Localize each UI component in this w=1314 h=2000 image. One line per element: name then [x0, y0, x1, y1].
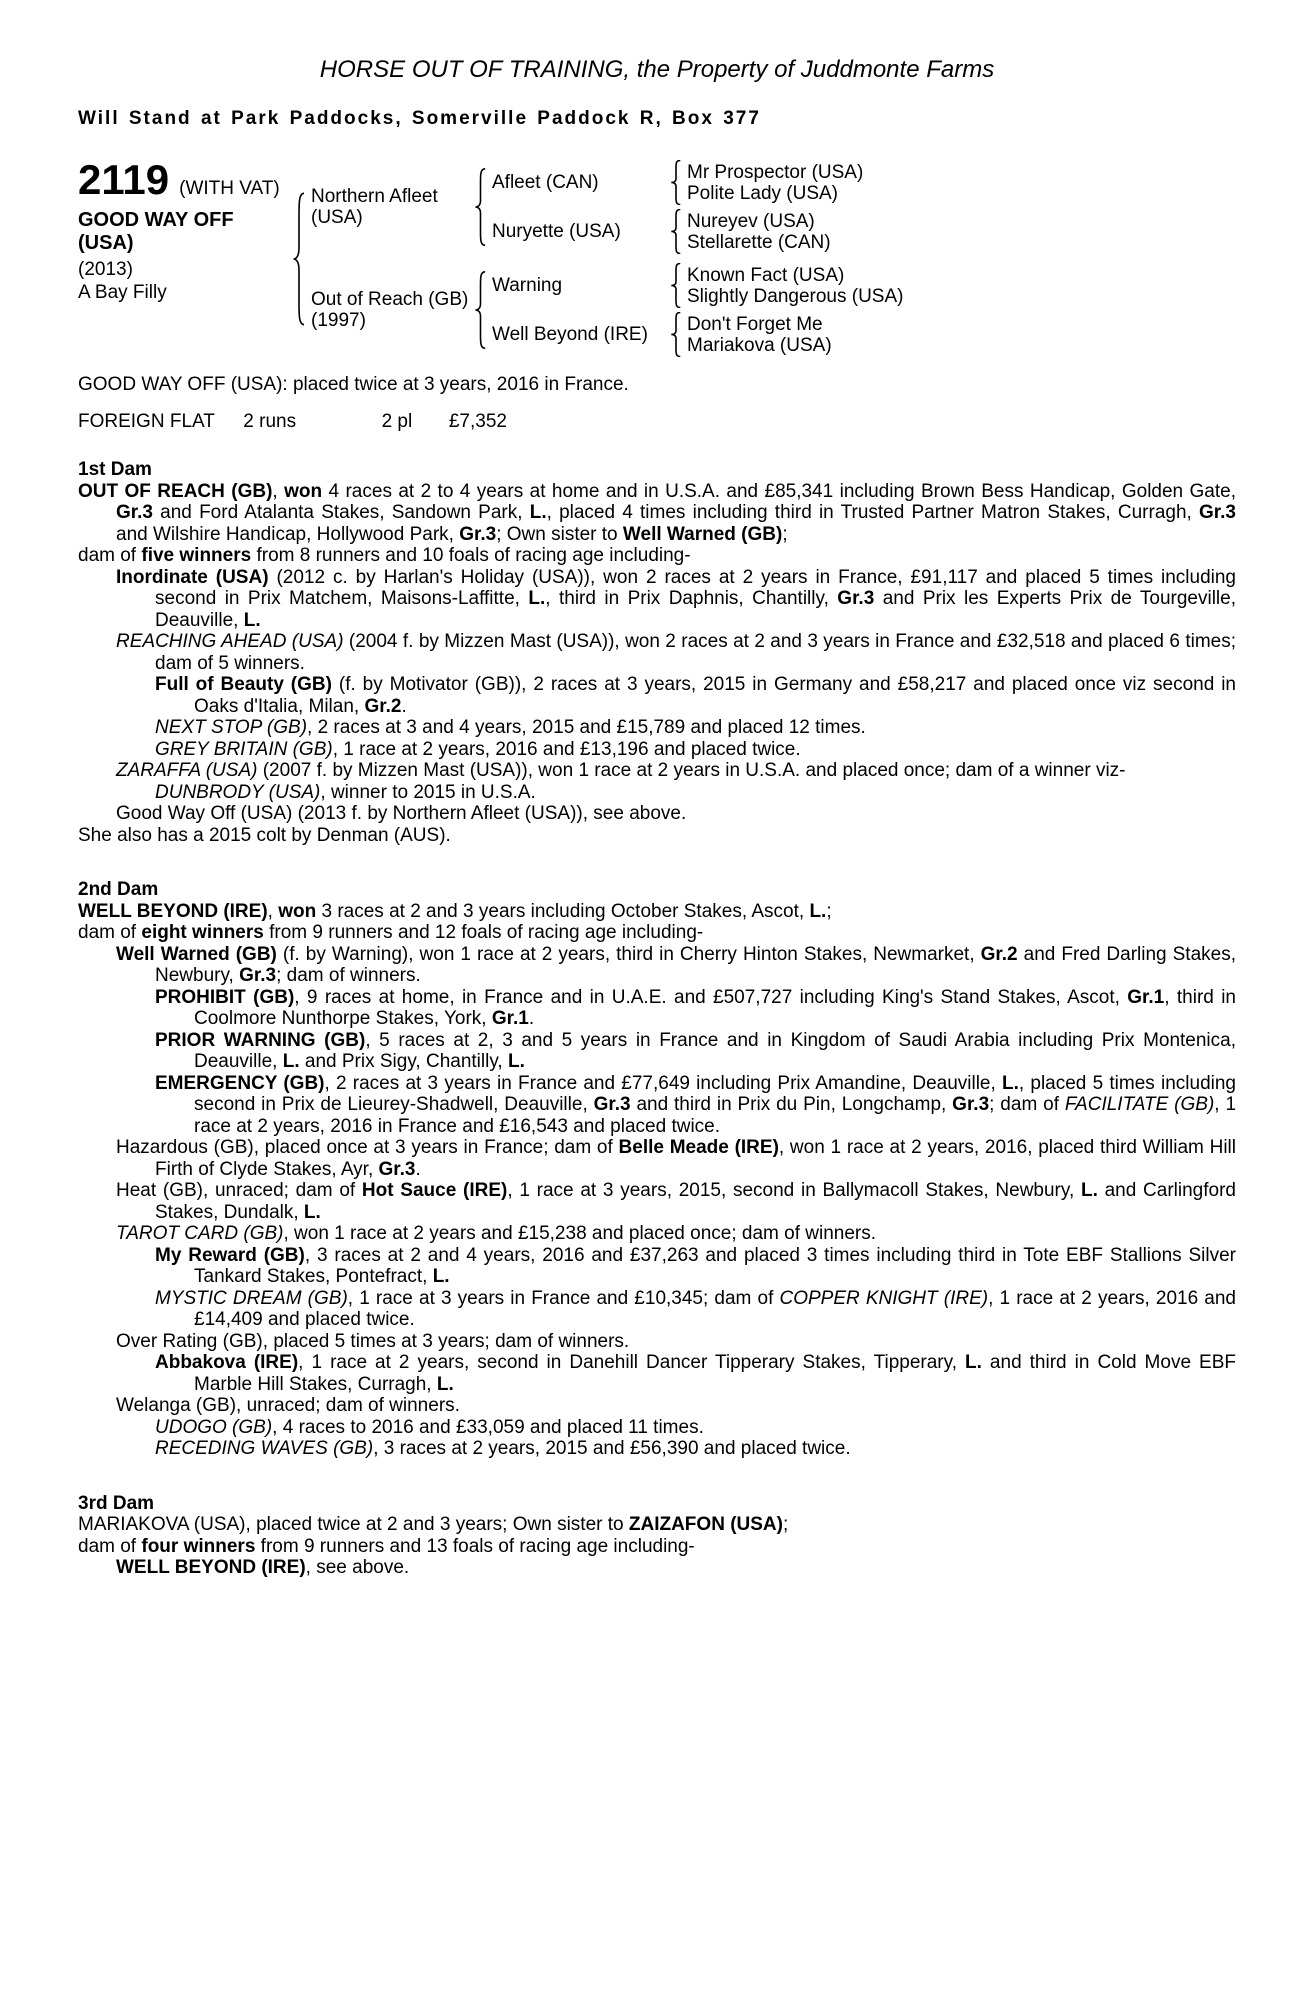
text-segment: ,	[267, 900, 279, 922]
pedigree-paragraph	[78, 1288, 1236, 1331]
lot-block	[78, 156, 290, 304]
section-heading: 3rd Dam	[78, 1492, 155, 1514]
text-segment: MARIAKOVA (USA), placed twice at 2 and 3 years; Own sister to	[78, 1514, 629, 1535]
text-segment: five winners	[141, 545, 252, 566]
pedigree-paragraph	[78, 1536, 1236, 1558]
pedigree-paragraph	[78, 717, 1236, 739]
ancestor-name: Nureyev (USA)	[687, 210, 815, 232]
granddam-brace-icon	[670, 209, 682, 254]
text-segment: , see above.	[305, 1557, 410, 1578]
text-segment: Gr.3	[116, 502, 153, 523]
race-category: FOREIGN FLAT	[78, 411, 215, 432]
text-segment: , 3 races at 2 and 4 years, 2016 and £37,263 and placed 3 times including third in Tote EBF Stallions Silver Tankard Stakes, Pontefract,	[194, 1244, 1236, 1287]
text-segment: , placed 5 times including second in Prix de Lieurey-Shadwell, Deauville,	[194, 1072, 1236, 1115]
pedigree-paragraph	[78, 1417, 1236, 1439]
race-places: 2 pl	[381, 411, 413, 432]
text-segment: Good Way Off (USA) (2013 f. by Northern Afleet (USA)), see above.	[116, 803, 687, 824]
text-segment: and Prix Sigy, Chantilly,	[299, 1051, 508, 1072]
text-segment: 4 races at 2 to 4 years at home and in U.S.A. and £85,341 including Brown Bess Handicap, Golden Gate,	[322, 480, 1236, 502]
pedigree-halves	[311, 160, 903, 357]
ancestor-name: Afleet (CAN)	[492, 172, 599, 193]
ancestor-name: Don't Forget Me	[687, 313, 823, 335]
ancestor-name: Mr Prospector (USA)	[687, 161, 864, 183]
great-grandparents	[687, 162, 863, 204]
text-segment: L.	[1080, 1180, 1098, 1201]
text-segment: Gr.3	[239, 965, 277, 986]
text-segment: , 1 race at 3 years, 2015, second in Ballymacoll Stakes, Newbury,	[507, 1180, 1081, 1201]
text-segment: (2004 f. by Mizzen Mast (USA)), won 2 races at 2 and 3 years in France and £32,518 and placed 6 times; dam of 5 winners.	[155, 631, 1236, 674]
pedigree-paragraph	[78, 674, 1236, 717]
sire-grandparents	[492, 160, 863, 254]
pedigree-tree	[290, 160, 903, 357]
dam-grandparents	[492, 263, 903, 357]
pedigree-paragraph	[78, 1223, 1236, 1245]
text-segment: ,	[272, 480, 285, 502]
text-segment: , 2 races at 3 and 4 years, 2015 and £15,789 and placed 12 times.	[307, 717, 866, 738]
text-segment: , 1 race at 2 years, 2016 in France and £16,543 and placed twice.	[194, 1094, 1237, 1137]
text-segment: and third in Cold Move EBF Marble Hill Stakes, Curragh,	[194, 1352, 1236, 1395]
granddam-unit	[492, 312, 903, 357]
pedigree-paragraph	[78, 739, 1236, 761]
text-segment: dam of	[78, 922, 142, 943]
text-segment: dam of	[78, 545, 142, 566]
text-segment: , placed 4 times including third in Trusted Partner Matron Stakes, Curragh,	[546, 502, 1199, 523]
pedigree-paragraph	[78, 922, 1236, 944]
pedigree-paragraph	[78, 1180, 1236, 1223]
grandsire-unit	[492, 160, 863, 205]
text-segment: , winner to 2015 in U.S.A.	[320, 781, 536, 803]
text-segment: L.	[243, 609, 261, 631]
text-segment: MYSTIC DREAM (GB)	[155, 1287, 348, 1309]
text-segment: Gr.3	[593, 1094, 631, 1115]
great-grandparents	[687, 314, 832, 356]
text-segment: won	[278, 900, 317, 922]
pedigree-paragraph	[78, 901, 1236, 923]
text-segment: ZAIZAFON (USA)	[628, 1514, 783, 1535]
text-segment: ; dam of winners.	[276, 965, 421, 986]
text-segment: , 4 races to 2016 and £33,059 and placed 11 times.	[272, 1416, 704, 1438]
grandsire-unit	[492, 263, 903, 308]
text-segment: L.	[528, 588, 546, 609]
text-segment: REACHING AHEAD (USA)	[116, 631, 344, 652]
text-segment: Gr.3	[837, 588, 875, 609]
grandsire-brace-icon	[670, 263, 682, 308]
text-segment: Hot Sauce (IRE)	[361, 1180, 508, 1201]
ancestor-name: Mariakova (USA)	[687, 334, 832, 356]
text-segment: WELL BEYOND (IRE)	[78, 900, 268, 922]
text-segment: OUT OF REACH (GB)	[78, 480, 273, 502]
great-grandparents	[687, 265, 903, 307]
pedigree-paragraph	[78, 1245, 1236, 1288]
text-segment: , won 1 race at 2 years, 2016, placed third William Hill Firth of Clyde Stakes, Ayr,	[155, 1137, 1237, 1180]
pedigree-paragraph	[78, 545, 1236, 567]
text-segment: UDOGO (GB)	[155, 1416, 273, 1438]
horse-name-suffix: (USA)	[78, 232, 134, 254]
text-segment: .	[528, 1008, 535, 1029]
text-segment: L.	[1002, 1072, 1019, 1094]
text-segment: L.	[432, 1266, 450, 1287]
text-segment: Hazardous (GB), placed once at 3 years in France; dam of	[116, 1137, 619, 1158]
text-segment: L.	[809, 900, 827, 922]
text-segment: and Carlingford Stakes, Dundalk,	[155, 1180, 1236, 1223]
text-segment: , 1 race at 2 years, 2016 and £13,196 and placed twice.	[332, 738, 801, 760]
dam-brace-icon	[474, 271, 487, 349]
text-segment: dam of	[78, 1535, 142, 1557]
text-segment: My Reward (GB)	[155, 1244, 305, 1266]
ancestor-name: Polite Lady (USA)	[687, 182, 839, 204]
race-record-summary: GOOD WAY OFF (USA): placed twice at 3 years, 2016 in France.	[78, 374, 629, 395]
pedigree-block	[78, 156, 1236, 357]
text-segment: L.	[965, 1352, 982, 1373]
text-segment: .	[415, 1158, 421, 1180]
text-segment: Gr.2	[980, 943, 1018, 965]
pedigree-paragraph	[78, 1352, 1236, 1395]
text-segment: Inordinate (USA)	[116, 566, 269, 588]
ancestor-name: Well Beyond (IRE)	[492, 324, 648, 345]
section-heading: 1st Dam	[78, 459, 152, 480]
text-segment: eight winners	[141, 922, 264, 943]
pedigree-paragraph	[78, 1395, 1236, 1417]
pedigree-paragraph	[78, 803, 1236, 825]
text-segment: , 1 race at 2 years, 2016 and £14,409 and placed twice.	[194, 1287, 1236, 1330]
dam-half	[311, 263, 903, 357]
text-segment: Gr.3	[378, 1158, 416, 1180]
text-segment: Belle Meade (IRE)	[618, 1137, 779, 1158]
pedigree-paragraph	[78, 825, 1236, 847]
lot-number: 2119	[78, 156, 170, 203]
text-segment: Abbakova (IRE)	[155, 1352, 299, 1373]
text-segment: Gr.2	[364, 695, 402, 717]
text-segment: Welanga (GB), unraced; dam of winners.	[116, 1395, 460, 1416]
text-segment: Full of Beauty (GB)	[155, 674, 332, 695]
text-segment: and Prix les Experts Prix de Tourgeville, Deauville,	[155, 588, 1236, 631]
text-segment: TAROT CARD (GB)	[116, 1223, 284, 1244]
sire-name: Northern Afleet (USA)	[311, 186, 438, 228]
text-segment: (f. by Warning), won 1 race at 2 years, third in Cherry Hinton Stakes, Newmarket,	[276, 943, 981, 965]
ancestor-name: Stellarette (CAN)	[687, 231, 831, 253]
text-segment: and third in Prix du Pin, Longchamp,	[630, 1094, 953, 1115]
sire-half	[311, 160, 903, 254]
vat-note: (WITH VAT)	[179, 178, 280, 199]
pedigree-paragraph	[78, 944, 1236, 987]
text-segment: Well Warned (GB)	[622, 523, 783, 545]
text-segment: L.	[529, 502, 547, 523]
sire-brace-icon	[474, 168, 487, 246]
text-segment: , third in Coolmore Nunthorpe Stakes, York,	[194, 986, 1236, 1029]
ancestor-name: Nuryette (USA)	[492, 221, 621, 242]
pedigree-paragraph	[78, 1137, 1236, 1180]
text-segment: from 9 runners and 12 foals of racing age including-	[263, 922, 704, 943]
ancestor-name: Warning	[492, 275, 563, 296]
dam-name: Out of Reach (GB) (1997)	[311, 289, 469, 331]
text-segment: won	[284, 480, 323, 502]
horse-name: GOOD WAY OFF	[78, 209, 234, 231]
text-segment: WELL BEYOND (IRE)	[116, 1557, 306, 1578]
text-segment: PRIOR WARNING (GB)	[155, 1029, 366, 1051]
text-segment: L.	[508, 1051, 525, 1072]
text-segment: , won 1 race at 2 years and £15,238 and placed once; dam of winners.	[283, 1223, 877, 1244]
text-segment: Gr.3	[952, 1094, 990, 1115]
text-segment: from 8 runners and 10 foals of racing age including-	[251, 545, 691, 566]
text-segment: COPPER KNIGHT (IRE)	[779, 1287, 989, 1309]
pedigree-paragraph	[78, 782, 1236, 804]
text-segment: (2007 f. by Mizzen Mast (USA)), won 1 race at 2 years in U.S.A. and placed once; dam of a winner viz-	[257, 760, 1126, 781]
pedigree-paragraph	[78, 631, 1236, 674]
grandsire-brace-icon	[670, 160, 682, 205]
dam-sections	[78, 459, 1236, 1579]
ancestor-name: Slightly Dangerous (USA)	[687, 285, 904, 307]
great-grandparents	[687, 211, 831, 253]
text-segment: ;	[782, 523, 788, 545]
pedigree-paragraph	[78, 1073, 1236, 1138]
text-segment: NEXT STOP (GB)	[155, 717, 308, 738]
text-segment: , 1 race at 3 years in France and £10,345; dam of	[347, 1287, 780, 1309]
text-segment: Heat (GB), unraced; dam of	[116, 1180, 362, 1201]
text-segment: Well Warned (GB)	[116, 943, 277, 965]
text-segment: from 9 runners and 13 foals of racing age including-	[255, 1535, 695, 1557]
pedigree-paragraph	[78, 1514, 1236, 1536]
pedigree-paragraph	[78, 567, 1236, 632]
text-segment: and Wilshire Handicap, Hollywood Park,	[116, 523, 460, 545]
text-segment: EMERGENCY (GB)	[155, 1072, 325, 1094]
text-segment: L.	[436, 1373, 454, 1395]
text-segment: and Fred Darling Stakes, Newbury,	[155, 943, 1236, 986]
text-segment: ;	[782, 1514, 789, 1535]
text-segment: and Ford Atalanta Stakes, Sandown Park,	[152, 502, 530, 523]
race-runs: 2 runs	[243, 411, 297, 432]
text-segment: 3 races at 2 and 3 years including October Stakes, Ascot,	[316, 900, 810, 922]
pedigree-paragraph	[78, 1030, 1236, 1073]
text-segment: Gr.3	[1199, 502, 1236, 523]
text-segment: Gr.1	[1127, 986, 1165, 1008]
text-segment: GREY BRITAIN (GB)	[155, 738, 333, 760]
text-segment: , 9 races at home, in France and in U.A.E. and £507,727 including King's Stand Stakes, Ascot,	[294, 986, 1128, 1008]
text-segment: Gr.1	[491, 1008, 529, 1029]
text-segment: She also has a 2015 colt by Denman (AUS).	[78, 824, 451, 846]
page-title: HORSE OUT OF TRAINING, the Property of Juddmonte Farms	[319, 56, 995, 83]
lot-line	[78, 156, 290, 203]
horse-description: A Bay Filly	[78, 282, 167, 303]
text-segment: L.	[282, 1051, 300, 1072]
foaling-year: (2013)	[78, 259, 133, 280]
text-segment: four winners	[141, 1535, 256, 1557]
text-segment: PROHIBIT (GB)	[155, 986, 295, 1008]
text-segment: .	[401, 695, 407, 717]
pedigree-paragraph	[78, 1331, 1236, 1353]
text-segment: DUNBRODY (USA)	[155, 781, 321, 803]
text-segment: ;	[826, 900, 832, 922]
text-segment: ZARAFFA (USA)	[116, 760, 258, 781]
section-heading: 2nd Dam	[78, 879, 159, 900]
text-segment: Gr.3	[459, 523, 497, 545]
text-segment: (f. by Motivator (GB)), 2 races at 3 years, 2015 in Germany and £58,217 and placed once viz second in Oaks d'Italia, Milan,	[194, 674, 1236, 717]
text-segment: , 3 races at 2 years, 2015 and £56,390 and placed twice.	[373, 1438, 851, 1459]
stand-location-line: Will Stand at Park Paddocks, Somerville Paddock R, Box 377	[78, 108, 761, 129]
granddam-brace-icon	[670, 312, 682, 357]
text-segment: , third in Prix Daphnis, Chantilly,	[545, 588, 838, 609]
text-segment: ; dam of	[989, 1094, 1065, 1115]
pedigree-paragraph	[78, 760, 1236, 782]
pedigree-paragraph	[78, 987, 1236, 1030]
main-brace-icon	[292, 192, 306, 326]
text-segment: (2012 c. by Harlan's Holiday (USA)), won 2 races at 2 years in France, £91,117 and placed 5 times including second in Prix Matchem, Maisons-Laffitte,	[155, 566, 1236, 609]
text-segment: , 5 races at 2, 3 and 5 years in France and in Kingdom of Saudi Arabia including Prix Montenica, Deauville,	[194, 1029, 1237, 1072]
text-segment: , 2 races at 3 years in France and £77,649 including Prix Amandine, Deauville,	[324, 1072, 1002, 1094]
text-segment: Over Rating (GB), placed 5 times at 3 years; dam of winners.	[116, 1330, 630, 1352]
text-segment: ; Own sister to	[496, 523, 623, 545]
text-segment: FACILITATE (GB)	[1064, 1094, 1215, 1115]
race-record-row	[78, 411, 1236, 433]
text-segment: L.	[303, 1201, 321, 1223]
text-segment: RECEDING WAVES (GB)	[155, 1438, 374, 1459]
pedigree-paragraph	[78, 1557, 1236, 1579]
pedigree-paragraph	[78, 481, 1236, 546]
granddam-unit	[492, 209, 863, 254]
race-earnings: £7,352	[448, 411, 507, 432]
text-segment: , 1 race at 2 years, second in Danehill Dancer Tipperary Stakes, Tipperary,	[298, 1352, 966, 1373]
pedigree-paragraph	[78, 1438, 1236, 1460]
ancestor-name: Known Fact (USA)	[687, 264, 845, 286]
